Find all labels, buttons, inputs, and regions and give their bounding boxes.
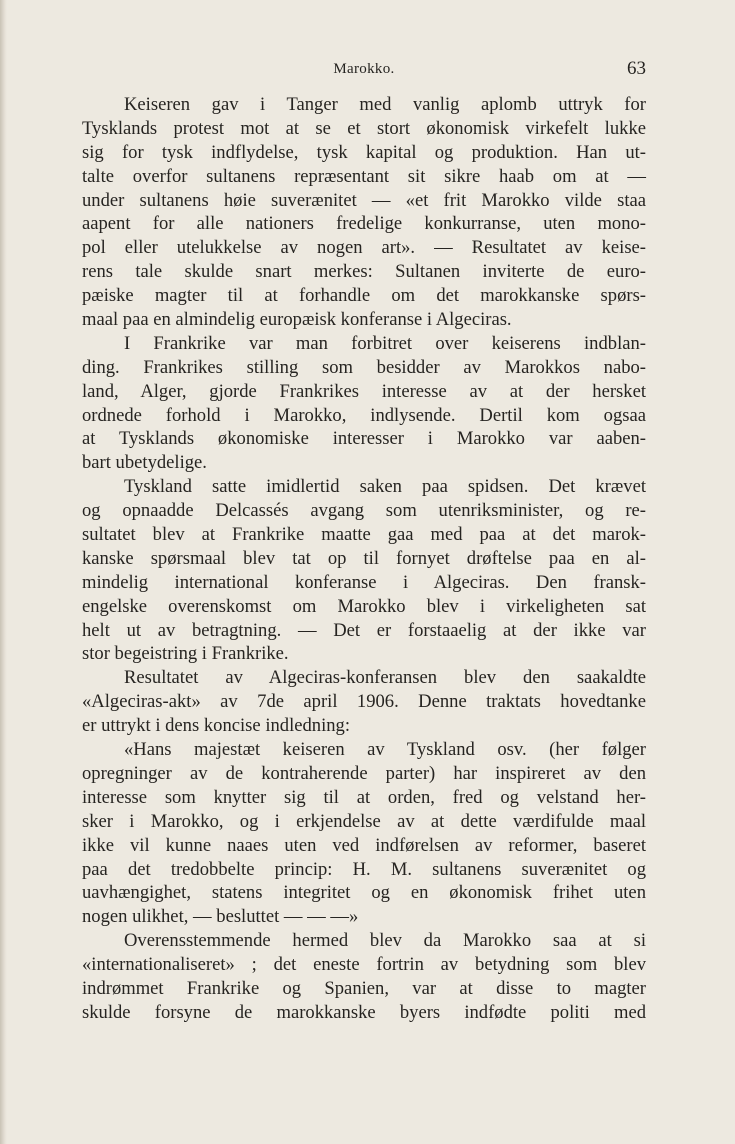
text-line: Tysklands protest mot at se et stort økonomisk virkefelt lukke [82, 117, 646, 139]
text-line: ding. Frankrikes stilling som besidder av Marokkos nabo- [82, 356, 646, 378]
text-line: aapent for alle nationers fredelige konkurranse, uten mono- [82, 213, 646, 235]
body-text [82, 93, 646, 1025]
running-head [82, 58, 646, 84]
text-line: maal paa en almindelig europæisk konferanse i Algeciras. [82, 309, 512, 331]
text-line: opregninger av de kontraherende parter) har inspireret av den [82, 762, 646, 784]
text-line: paa det tredobbelte princip: H. M. sultanens suverænitet og [82, 858, 646, 880]
text-line: talte overfor sultanens repræsentant sit sikre haab om at — [82, 165, 646, 187]
text-line: kanske spørsmaal blev tat op til fornyet drøftelse paa en al- [82, 547, 646, 569]
text-line: Tyskland satte imidlertid saken paa spidsen. Det krævet [124, 476, 646, 498]
text-line: ikke vil kunne naaes uten ved indførelsen av reformer, baseret [82, 834, 646, 856]
text-line: pol eller utelukkelse av nogen art». — Resultatet av keise- [82, 237, 646, 259]
text-line: uavhængighet, statens integritet og en økonomisk frihet uten [82, 882, 646, 904]
text-line: er uttrykt i dens koncise indledning: [82, 715, 351, 737]
text-line: nogen ulikhet, — besluttet — — —» [82, 906, 359, 928]
text-line: engelske overenskomst om Marokko blev i virkeligheten sat [82, 595, 646, 617]
text-line: pæiske magter til at forhandle om det marokkanske spørs- [82, 285, 646, 307]
text-line: sultatet blev at Frankrike maatte gaa med paa at det marok- [82, 524, 646, 546]
text-line: I Frankrike var man forbitret over keiserens indblan- [124, 332, 646, 354]
text-line: skulde forsyne de marokkanske byers indfødte politi med [82, 1001, 646, 1023]
text-line: «internationaliseret» ; det eneste fortrin av betydning som blev [82, 954, 646, 976]
text-line: Keiseren gav i Tanger med vanlig aplomb uttryk for [124, 94, 646, 115]
text-line: «Algeciras-akt» av 7de april 1906. Denne traktats hovedtanke [82, 691, 646, 713]
text-line: sig for tysk indflydelse, tysk kapital og produktion. Han ut- [82, 141, 646, 163]
text-line: sker i Marokko, og i erkjendelse av at dette værdifulde maal [82, 810, 646, 832]
text-line: helt ut av betragtning. — Det er forstaaelig at der ikke var [82, 619, 646, 641]
text-line: Resultatet av Algeciras-konferansen blev den saakaldte [124, 667, 646, 689]
text-line: «Hans majestæt keiseren av Tyskland osv. (her følger [124, 739, 646, 761]
text-line: ordnede forhold i Marokko, indlysende. Dertil kom ogsaa [82, 404, 646, 426]
running-title: Marokko. [333, 61, 395, 77]
text-line: interesse som knytter sig til at orden, fred og velstand her- [82, 786, 646, 808]
text-line: at Tysklands økonomiske interesser i Marokko var aaben- [82, 428, 646, 450]
text-line: stor begeistring i Frankrike. [82, 643, 289, 665]
text-line: land, Alger, gjorde Frankrikes interesse av at der hersket [82, 380, 646, 402]
page-spine-shadow [0, 0, 7, 1144]
page-number: 63 [627, 58, 646, 79]
text-line: Overensstemmende hermed blev da Marokko saa at si [124, 930, 646, 952]
text-line: mindelig international konferanse i Algeciras. Den fransk- [82, 571, 646, 593]
text-line: rens tale skulde snart merkes: Sultanen inviterte de euro- [82, 261, 646, 283]
text-line: indrømmet Frankrike og Spanien, var at disse to magter [82, 977, 646, 999]
text-line: under sultanens høie suverænitet — «et frit Marokko vilde staa [82, 189, 646, 211]
text-line: og opnaadde Delcassés avgang som utenriksminister, og re- [82, 500, 646, 522]
text-line: bart ubetydelige. [82, 452, 207, 474]
